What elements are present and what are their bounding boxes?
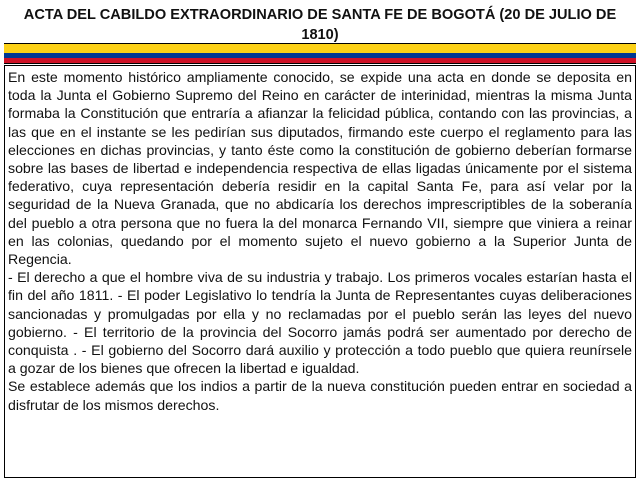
- flag-stripe-yellow: [4, 44, 636, 53]
- document-title: ACTA DEL CABILDO EXTRAORDINARIO DE SANTA FE DE BOGOTÁ (20 DE JULIO DE 1810): [23, 7, 617, 43]
- paragraph-indios: Se establece además que los indios a partir de la nueva constitución pueden entrar en sociedad a disfrutar de los mismos derechos.: [8, 378, 632, 413]
- colombian-flag-divider: [4, 43, 636, 64]
- document-body: [4, 65, 636, 478]
- flag-stripe-red: [4, 58, 636, 63]
- paragraph-derechos: - El derecho a que el hombre viva de su industria y trabajo. Los primeros vocales estarían hasta el fin del año 1811. - El poder Legislativo lo tendría la Junta de Representantes cuyas deliberaciones sancionadas y promulgadas por ella y no reclamadas por el pueblo serán las leyes del nuevo gobierno. - El territorio de la provincia del Socorro jamás podrá ser aumentado por derecho de conquista . - El gobierno del Socorro dará auxilio y protección a todo pueblo que quiera reunírsele a gozar de los bienes que ofrecen la libertad e igualdad.: [8, 269, 632, 377]
- paragraph-acta: En este momento histórico ampliamente conocido, se expide una acta en donde se deposita en toda la Junta el Gobierno Supremo del Reino en carácter de interinidad, mientras la misma Junta formaba la Constitución que entraría a afianzar la felicidad pública, contando con las provincias, a las que en el instante se les pedirían sus diputados, firmando este cuerpo el reglamento para las elecciones en dichas provincias, y tanto éste como la constitución de gobierno deberían formarse sobre las bases de libertad e independencia respectiva de ellas ligadas únicamente por el sistema federativo, cuya representación debería residir en la capital Santa Fe, para así velar por la seguridad de la Nueva Granada, que no abdicaría los derechos imprescriptibles de la soberanía del pueblo a otra persona que no fuera la del monarca Fernando VII, siempre que viniera a reinar en las colonias, quedando por el momento sujeto el nuevo gobierno a la Superior Junta de Regencia.: [8, 69, 632, 268]
